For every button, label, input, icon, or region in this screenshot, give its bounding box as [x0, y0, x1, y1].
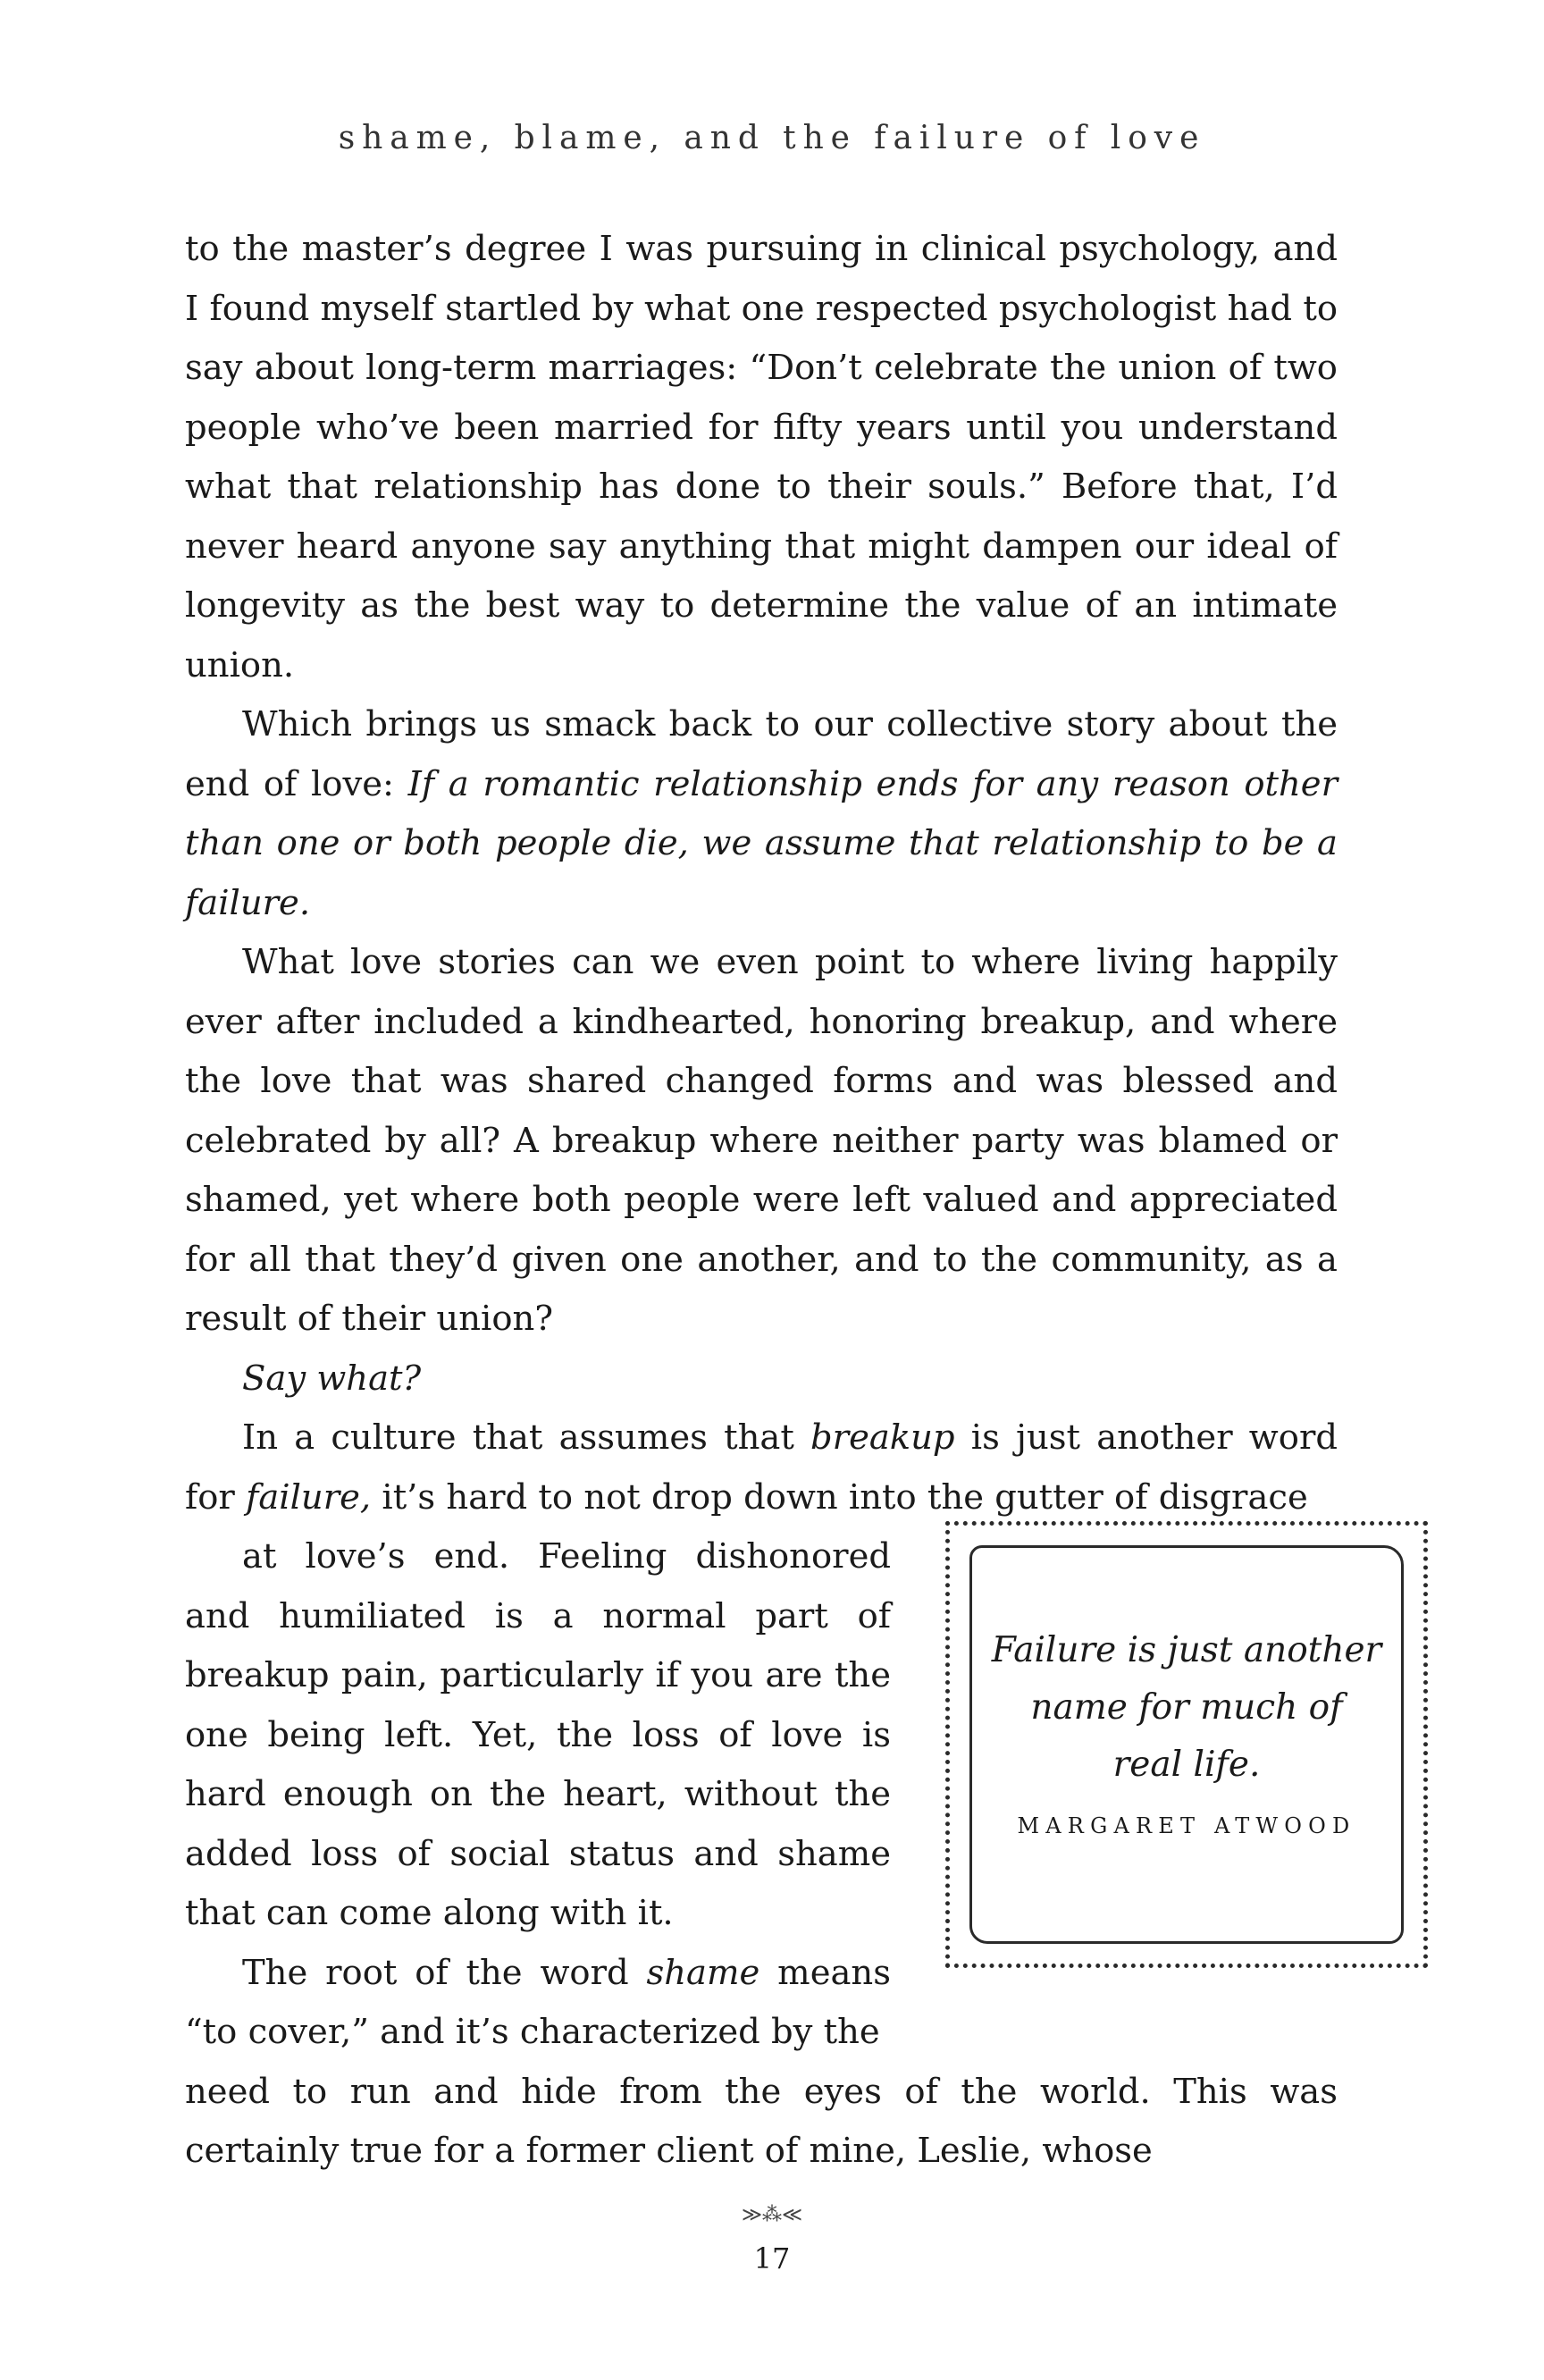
- paragraph-5-c: is just another word for: [185, 1417, 1338, 1518]
- ornament-icon: ≫⁂≪: [741, 2204, 803, 2226]
- paragraph-5-d: failure,: [246, 1476, 372, 1518]
- quote-attribution: MARGARET ATWOOD: [1017, 1813, 1356, 1838]
- paragraph-6-d: need to run and hide from the eyes of the world. This was certainly true for a former client of mine, Leslie, whose: [185, 2071, 1338, 2171]
- paragraph-6: [185, 1944, 1338, 2182]
- paragraph-6-a: The root of the word: [242, 1952, 647, 1993]
- paragraph-2-text: Which brings us smack back to our collective story about the end of love:: [185, 704, 1338, 804]
- quote-line-2: name for much of: [1030, 1687, 1343, 1728]
- paragraph-5-b: breakup: [810, 1417, 955, 1458]
- paragraph-2: [185, 695, 1338, 933]
- quote-line-1: Failure is just another: [991, 1630, 1382, 1670]
- paragraph-4: [185, 1350, 1338, 1409]
- pull-quote: [950, 1622, 1423, 1794]
- paragraph-6-wrapped: [185, 1944, 891, 2063]
- paragraph-5-e: it’s hard to not drop down into the gutter of disgrace: [371, 1476, 1308, 1518]
- quote-line-3: real life.: [1112, 1745, 1261, 1785]
- pull-quote-box: [945, 1521, 1428, 1968]
- paragraph-3: What love stories can we even point to where living happily ever after included a kindhearted, honoring breakup, and where the love that was shared changed forms and was blessed and celebrated by all? A breakup where neither party was blamed or shamed, yet where both people were left valued and appreciated for all that they’d given one another, and to the community, as a result of their union?: [185, 942, 1338, 1339]
- paragraph-1: to the master’s degree I was pursuing in clinical psychology, and I found myself startled by what one respected psychologist had to say about long-term marriages: “Don’t celebrate the union of two people who’ve been married for fifty years until you understand what that relationship has done to their souls.” Before that, I’d never heard anyone say anything that might dampen our ideal of longevity as the best way to determine the value of an intimate union.: [185, 229, 1338, 685]
- paragraph-6-b: shame: [646, 1952, 760, 1993]
- paragraph-4-italic: Say what?: [242, 1358, 422, 1399]
- paragraph-2-italic: If a romantic relationship ends for any reason other than one or both people die, we assume that relationship to be a failure.: [185, 763, 1338, 923]
- paragraph-5-a: In a culture that assumes that: [242, 1417, 811, 1458]
- running-head: shame, blame, and the failure of love: [338, 120, 1206, 156]
- paragraph-5-wrapped: at love’s end. Feeling dishonored and humiliated is a normal part of breakup pain, particularly if you are the one being left. Yet, the loss of love is hard enough on the heart, without the added loss of social status and shame that can come along with it.: [185, 1536, 891, 1933]
- page-number: 17: [753, 2241, 791, 2275]
- paragraph-6-c: means “to cover,” and it’s characterized by the: [185, 1952, 891, 2052]
